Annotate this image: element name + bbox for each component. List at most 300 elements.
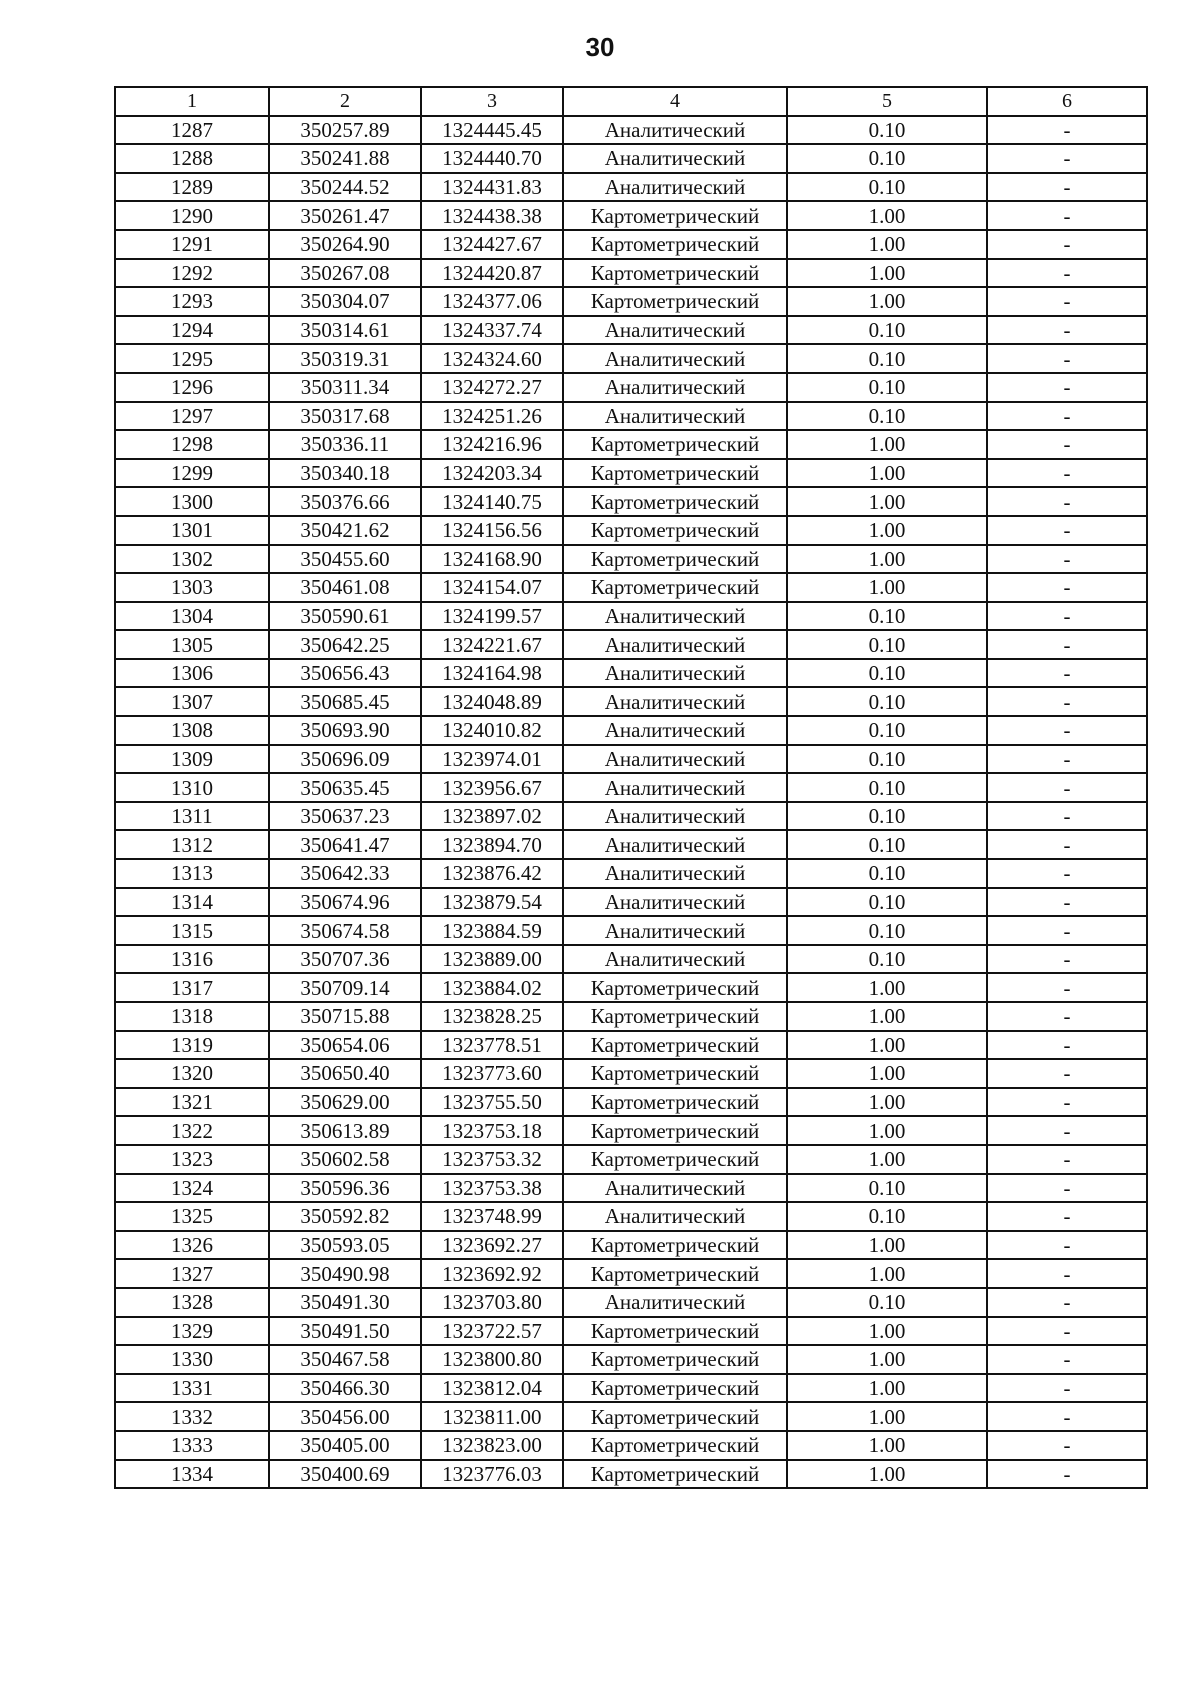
table-row bbox=[115, 459, 1147, 488]
point-number-cell: 1295 bbox=[115, 344, 269, 373]
point-number-cell: 1305 bbox=[115, 630, 269, 659]
table-row bbox=[115, 802, 1147, 831]
y-coordinate-cell: 1323876.42 bbox=[421, 859, 563, 888]
point-number-cell: 1325 bbox=[115, 1202, 269, 1231]
column-header: 2 bbox=[269, 87, 421, 116]
description-cell: - bbox=[987, 1288, 1147, 1317]
x-coordinate-cell: 350257.89 bbox=[269, 116, 421, 145]
method-cell: Картометрический bbox=[563, 1059, 787, 1088]
table-row bbox=[115, 888, 1147, 917]
point-number-cell: 1326 bbox=[115, 1231, 269, 1260]
accuracy-cell: 1.00 bbox=[787, 1317, 987, 1346]
table-row bbox=[115, 1031, 1147, 1060]
method-cell: Аналитический bbox=[563, 830, 787, 859]
y-coordinate-cell: 1323755.50 bbox=[421, 1088, 563, 1117]
accuracy-cell: 0.10 bbox=[787, 802, 987, 831]
x-coordinate-cell: 350707.36 bbox=[269, 945, 421, 974]
y-coordinate-cell: 1324445.45 bbox=[421, 116, 563, 145]
point-number-cell: 1303 bbox=[115, 573, 269, 602]
y-coordinate-cell: 1324324.60 bbox=[421, 344, 563, 373]
x-coordinate-cell: 350317.68 bbox=[269, 402, 421, 431]
table-row bbox=[115, 602, 1147, 631]
point-number-cell: 1301 bbox=[115, 516, 269, 545]
description-cell: - bbox=[987, 1088, 1147, 1117]
method-cell: Аналитический bbox=[563, 802, 787, 831]
table-row bbox=[115, 1174, 1147, 1203]
table-row bbox=[115, 1288, 1147, 1317]
method-cell: Картометрический bbox=[563, 573, 787, 602]
x-coordinate-cell: 350267.08 bbox=[269, 259, 421, 288]
y-coordinate-cell: 1324048.89 bbox=[421, 687, 563, 716]
y-coordinate-cell: 1324199.57 bbox=[421, 602, 563, 631]
accuracy-cell: 0.10 bbox=[787, 859, 987, 888]
point-number-cell: 1333 bbox=[115, 1431, 269, 1460]
x-coordinate-cell: 350674.96 bbox=[269, 888, 421, 917]
table-row bbox=[115, 687, 1147, 716]
accuracy-cell: 0.10 bbox=[787, 373, 987, 402]
x-coordinate-cell: 350656.43 bbox=[269, 659, 421, 688]
description-cell: - bbox=[987, 1174, 1147, 1203]
table-body bbox=[115, 116, 1147, 1489]
method-cell: Картометрический bbox=[563, 1116, 787, 1145]
method-cell: Аналитический bbox=[563, 1174, 787, 1203]
accuracy-cell: 0.10 bbox=[787, 945, 987, 974]
x-coordinate-cell: 350590.61 bbox=[269, 602, 421, 631]
y-coordinate-cell: 1323722.57 bbox=[421, 1317, 563, 1346]
description-cell: - bbox=[987, 1402, 1147, 1431]
description-cell: - bbox=[987, 916, 1147, 945]
point-number-cell: 1297 bbox=[115, 402, 269, 431]
x-coordinate-cell: 350654.06 bbox=[269, 1031, 421, 1060]
description-cell: - bbox=[987, 1116, 1147, 1145]
y-coordinate-cell: 1324154.07 bbox=[421, 573, 563, 602]
accuracy-cell: 1.00 bbox=[787, 516, 987, 545]
description-cell: - bbox=[987, 459, 1147, 488]
point-number-cell: 1329 bbox=[115, 1317, 269, 1346]
table-row bbox=[115, 545, 1147, 574]
accuracy-cell: 0.10 bbox=[787, 344, 987, 373]
table-row bbox=[115, 1374, 1147, 1403]
y-coordinate-cell: 1324010.82 bbox=[421, 716, 563, 745]
method-cell: Аналитический bbox=[563, 916, 787, 945]
y-coordinate-cell: 1323778.51 bbox=[421, 1031, 563, 1060]
description-cell: - bbox=[987, 516, 1147, 545]
description-cell: - bbox=[987, 430, 1147, 459]
method-cell: Аналитический bbox=[563, 945, 787, 974]
x-coordinate-cell: 350490.98 bbox=[269, 1259, 421, 1288]
accuracy-cell: 1.00 bbox=[787, 1088, 987, 1117]
x-coordinate-cell: 350491.30 bbox=[269, 1288, 421, 1317]
accuracy-cell: 0.10 bbox=[787, 687, 987, 716]
accuracy-cell: 0.10 bbox=[787, 916, 987, 945]
table-row bbox=[115, 516, 1147, 545]
point-number-cell: 1293 bbox=[115, 287, 269, 316]
description-cell: - bbox=[987, 487, 1147, 516]
description-cell: - bbox=[987, 945, 1147, 974]
description-cell: - bbox=[987, 316, 1147, 345]
x-coordinate-cell: 350637.23 bbox=[269, 802, 421, 831]
description-cell: - bbox=[987, 1145, 1147, 1174]
point-number-cell: 1332 bbox=[115, 1402, 269, 1431]
point-number-cell: 1287 bbox=[115, 116, 269, 145]
column-header: 1 bbox=[115, 87, 269, 116]
x-coordinate-cell: 350491.50 bbox=[269, 1317, 421, 1346]
x-coordinate-cell: 350455.60 bbox=[269, 545, 421, 574]
description-cell: - bbox=[987, 830, 1147, 859]
accuracy-cell: 1.00 bbox=[787, 1259, 987, 1288]
column-header: 3 bbox=[421, 87, 563, 116]
table-row bbox=[115, 201, 1147, 230]
point-number-cell: 1317 bbox=[115, 973, 269, 1002]
accuracy-cell: 0.10 bbox=[787, 402, 987, 431]
point-number-cell: 1299 bbox=[115, 459, 269, 488]
y-coordinate-cell: 1324164.98 bbox=[421, 659, 563, 688]
point-number-cell: 1288 bbox=[115, 144, 269, 173]
table-row bbox=[115, 773, 1147, 802]
description-cell: - bbox=[987, 745, 1147, 774]
y-coordinate-cell: 1323753.32 bbox=[421, 1145, 563, 1174]
x-coordinate-cell: 350641.47 bbox=[269, 830, 421, 859]
method-cell: Картометрический bbox=[563, 287, 787, 316]
table-row bbox=[115, 1002, 1147, 1031]
x-coordinate-cell: 350456.00 bbox=[269, 1402, 421, 1431]
method-cell: Аналитический bbox=[563, 659, 787, 688]
x-coordinate-cell: 350635.45 bbox=[269, 773, 421, 802]
accuracy-cell: 0.10 bbox=[787, 630, 987, 659]
point-number-cell: 1313 bbox=[115, 859, 269, 888]
method-cell: Картометрический bbox=[563, 1345, 787, 1374]
description-cell: - bbox=[987, 1031, 1147, 1060]
x-coordinate-cell: 350602.58 bbox=[269, 1145, 421, 1174]
y-coordinate-cell: 1323823.00 bbox=[421, 1431, 563, 1460]
accuracy-cell: 0.10 bbox=[787, 659, 987, 688]
method-cell: Картометрический bbox=[563, 1317, 787, 1346]
x-coordinate-cell: 350596.36 bbox=[269, 1174, 421, 1203]
table-row bbox=[115, 259, 1147, 288]
table-row bbox=[115, 173, 1147, 202]
method-cell: Аналитический bbox=[563, 1288, 787, 1317]
table-row bbox=[115, 1259, 1147, 1288]
column-header: 4 bbox=[563, 87, 787, 116]
method-cell: Картометрический bbox=[563, 1145, 787, 1174]
x-coordinate-cell: 350650.40 bbox=[269, 1059, 421, 1088]
method-cell: Картометрический bbox=[563, 1259, 787, 1288]
table-row bbox=[115, 430, 1147, 459]
accuracy-cell: 1.00 bbox=[787, 1460, 987, 1489]
table-row bbox=[115, 1345, 1147, 1374]
point-number-cell: 1318 bbox=[115, 1002, 269, 1031]
table-row bbox=[115, 1145, 1147, 1174]
description-cell: - bbox=[987, 659, 1147, 688]
accuracy-cell: 0.10 bbox=[787, 745, 987, 774]
point-number-cell: 1309 bbox=[115, 745, 269, 774]
description-cell: - bbox=[987, 287, 1147, 316]
point-number-cell: 1319 bbox=[115, 1031, 269, 1060]
table-row bbox=[115, 1202, 1147, 1231]
point-number-cell: 1311 bbox=[115, 802, 269, 831]
point-number-cell: 1323 bbox=[115, 1145, 269, 1174]
x-coordinate-cell: 350693.90 bbox=[269, 716, 421, 745]
description-cell: - bbox=[987, 630, 1147, 659]
accuracy-cell: 0.10 bbox=[787, 888, 987, 917]
point-number-cell: 1294 bbox=[115, 316, 269, 345]
y-coordinate-cell: 1323884.59 bbox=[421, 916, 563, 945]
x-coordinate-cell: 350244.52 bbox=[269, 173, 421, 202]
method-cell: Аналитический bbox=[563, 630, 787, 659]
y-coordinate-cell: 1323884.02 bbox=[421, 973, 563, 1002]
method-cell: Картометрический bbox=[563, 487, 787, 516]
y-coordinate-cell: 1324440.70 bbox=[421, 144, 563, 173]
point-number-cell: 1316 bbox=[115, 945, 269, 974]
coordinates-table bbox=[114, 86, 1148, 1489]
accuracy-cell: 0.10 bbox=[787, 1288, 987, 1317]
description-cell: - bbox=[987, 1002, 1147, 1031]
description-cell: - bbox=[987, 1202, 1147, 1231]
description-cell: - bbox=[987, 402, 1147, 431]
x-coordinate-cell: 350304.07 bbox=[269, 287, 421, 316]
method-cell: Аналитический bbox=[563, 402, 787, 431]
x-coordinate-cell: 350400.69 bbox=[269, 1460, 421, 1489]
description-cell: - bbox=[987, 144, 1147, 173]
y-coordinate-cell: 1323753.38 bbox=[421, 1174, 563, 1203]
y-coordinate-cell: 1323773.60 bbox=[421, 1059, 563, 1088]
y-coordinate-cell: 1324431.83 bbox=[421, 173, 563, 202]
table-row bbox=[115, 1402, 1147, 1431]
method-cell: Картометрический bbox=[563, 1431, 787, 1460]
accuracy-cell: 1.00 bbox=[787, 287, 987, 316]
y-coordinate-cell: 1323748.99 bbox=[421, 1202, 563, 1231]
method-cell: Аналитический bbox=[563, 344, 787, 373]
accuracy-cell: 1.00 bbox=[787, 1431, 987, 1460]
x-coordinate-cell: 350715.88 bbox=[269, 1002, 421, 1031]
description-cell: - bbox=[987, 201, 1147, 230]
method-cell: Картометрический bbox=[563, 1374, 787, 1403]
table-row bbox=[115, 402, 1147, 431]
table-row bbox=[115, 973, 1147, 1002]
table-row bbox=[115, 144, 1147, 173]
x-coordinate-cell: 350642.25 bbox=[269, 630, 421, 659]
column-header: 5 bbox=[787, 87, 987, 116]
accuracy-cell: 1.00 bbox=[787, 573, 987, 602]
description-cell: - bbox=[987, 373, 1147, 402]
point-number-cell: 1298 bbox=[115, 430, 269, 459]
y-coordinate-cell: 1324272.27 bbox=[421, 373, 563, 402]
table-row bbox=[115, 230, 1147, 259]
x-coordinate-cell: 350593.05 bbox=[269, 1231, 421, 1260]
accuracy-cell: 1.00 bbox=[787, 487, 987, 516]
x-coordinate-cell: 350685.45 bbox=[269, 687, 421, 716]
method-cell: Аналитический bbox=[563, 173, 787, 202]
x-coordinate-cell: 350709.14 bbox=[269, 973, 421, 1002]
point-number-cell: 1306 bbox=[115, 659, 269, 688]
y-coordinate-cell: 1323897.02 bbox=[421, 802, 563, 831]
accuracy-cell: 0.10 bbox=[787, 316, 987, 345]
method-cell: Аналитический bbox=[563, 888, 787, 917]
point-number-cell: 1300 bbox=[115, 487, 269, 516]
y-coordinate-cell: 1324251.26 bbox=[421, 402, 563, 431]
y-coordinate-cell: 1323811.00 bbox=[421, 1402, 563, 1431]
y-coordinate-cell: 1324168.90 bbox=[421, 545, 563, 574]
method-cell: Аналитический bbox=[563, 745, 787, 774]
x-coordinate-cell: 350466.30 bbox=[269, 1374, 421, 1403]
accuracy-cell: 0.10 bbox=[787, 116, 987, 145]
accuracy-cell: 1.00 bbox=[787, 1002, 987, 1031]
table-header-row bbox=[115, 87, 1147, 116]
y-coordinate-cell: 1323974.01 bbox=[421, 745, 563, 774]
accuracy-cell: 0.10 bbox=[787, 173, 987, 202]
method-cell: Картометрический bbox=[563, 1088, 787, 1117]
description-cell: - bbox=[987, 1345, 1147, 1374]
table-row bbox=[115, 116, 1147, 145]
accuracy-cell: 1.00 bbox=[787, 1402, 987, 1431]
method-cell: Картометрический bbox=[563, 430, 787, 459]
description-cell: - bbox=[987, 1059, 1147, 1088]
method-cell: Картометрический bbox=[563, 230, 787, 259]
y-coordinate-cell: 1323956.67 bbox=[421, 773, 563, 802]
description-cell: - bbox=[987, 116, 1147, 145]
page-number: 30 bbox=[585, 32, 615, 62]
point-number-cell: 1324 bbox=[115, 1174, 269, 1203]
method-cell: Картометрический bbox=[563, 545, 787, 574]
table-row bbox=[115, 1460, 1147, 1489]
y-coordinate-cell: 1323812.04 bbox=[421, 1374, 563, 1403]
x-coordinate-cell: 350613.89 bbox=[269, 1116, 421, 1145]
accuracy-cell: 1.00 bbox=[787, 545, 987, 574]
method-cell: Картометрический bbox=[563, 1002, 787, 1031]
description-cell: - bbox=[987, 259, 1147, 288]
y-coordinate-cell: 1323703.80 bbox=[421, 1288, 563, 1317]
x-coordinate-cell: 350319.31 bbox=[269, 344, 421, 373]
y-coordinate-cell: 1324377.06 bbox=[421, 287, 563, 316]
method-cell: Аналитический bbox=[563, 602, 787, 631]
x-coordinate-cell: 350642.33 bbox=[269, 859, 421, 888]
x-coordinate-cell: 350467.58 bbox=[269, 1345, 421, 1374]
table-row bbox=[115, 945, 1147, 974]
point-number-cell: 1296 bbox=[115, 373, 269, 402]
table-row bbox=[115, 916, 1147, 945]
method-cell: Картометрический bbox=[563, 259, 787, 288]
x-coordinate-cell: 350340.18 bbox=[269, 459, 421, 488]
x-coordinate-cell: 350461.08 bbox=[269, 573, 421, 602]
accuracy-cell: 0.10 bbox=[787, 1174, 987, 1203]
method-cell: Аналитический bbox=[563, 116, 787, 145]
table-row bbox=[115, 745, 1147, 774]
method-cell: Аналитический bbox=[563, 144, 787, 173]
y-coordinate-cell: 1324216.96 bbox=[421, 430, 563, 459]
x-coordinate-cell: 350241.88 bbox=[269, 144, 421, 173]
point-number-cell: 1312 bbox=[115, 830, 269, 859]
point-number-cell: 1328 bbox=[115, 1288, 269, 1317]
x-coordinate-cell: 350696.09 bbox=[269, 745, 421, 774]
description-cell: - bbox=[987, 1460, 1147, 1489]
description-cell: - bbox=[987, 1231, 1147, 1260]
method-cell: Картометрический bbox=[563, 973, 787, 1002]
accuracy-cell: 1.00 bbox=[787, 1374, 987, 1403]
accuracy-cell: 0.10 bbox=[787, 144, 987, 173]
point-number-cell: 1310 bbox=[115, 773, 269, 802]
table-row bbox=[115, 830, 1147, 859]
table-row bbox=[115, 659, 1147, 688]
description-cell: - bbox=[987, 545, 1147, 574]
accuracy-cell: 1.00 bbox=[787, 1059, 987, 1088]
table-row bbox=[115, 859, 1147, 888]
method-cell: Картометрический bbox=[563, 459, 787, 488]
y-coordinate-cell: 1323753.18 bbox=[421, 1116, 563, 1145]
y-coordinate-cell: 1323800.80 bbox=[421, 1345, 563, 1374]
accuracy-cell: 0.10 bbox=[787, 602, 987, 631]
column-header: 6 bbox=[987, 87, 1147, 116]
point-number-cell: 1314 bbox=[115, 888, 269, 917]
table-row bbox=[115, 487, 1147, 516]
y-coordinate-cell: 1324140.75 bbox=[421, 487, 563, 516]
method-cell: Картометрический bbox=[563, 1402, 787, 1431]
y-coordinate-cell: 1324420.87 bbox=[421, 259, 563, 288]
table-row bbox=[115, 1317, 1147, 1346]
table-row bbox=[115, 1431, 1147, 1460]
description-cell: - bbox=[987, 1259, 1147, 1288]
description-cell: - bbox=[987, 173, 1147, 202]
accuracy-cell: 1.00 bbox=[787, 459, 987, 488]
y-coordinate-cell: 1324427.67 bbox=[421, 230, 563, 259]
point-number-cell: 1320 bbox=[115, 1059, 269, 1088]
method-cell: Картометрический bbox=[563, 1031, 787, 1060]
x-coordinate-cell: 350376.66 bbox=[269, 487, 421, 516]
table-row bbox=[115, 1231, 1147, 1260]
table-row bbox=[115, 373, 1147, 402]
description-cell: - bbox=[987, 687, 1147, 716]
description-cell: - bbox=[987, 773, 1147, 802]
accuracy-cell: 1.00 bbox=[787, 1145, 987, 1174]
table-row bbox=[115, 1059, 1147, 1088]
x-coordinate-cell: 350264.90 bbox=[269, 230, 421, 259]
accuracy-cell: 0.10 bbox=[787, 716, 987, 745]
point-number-cell: 1334 bbox=[115, 1460, 269, 1489]
accuracy-cell: 0.10 bbox=[787, 773, 987, 802]
table-row bbox=[115, 344, 1147, 373]
description-cell: - bbox=[987, 573, 1147, 602]
accuracy-cell: 1.00 bbox=[787, 1231, 987, 1260]
description-cell: - bbox=[987, 602, 1147, 631]
point-number-cell: 1291 bbox=[115, 230, 269, 259]
y-coordinate-cell: 1324337.74 bbox=[421, 316, 563, 345]
method-cell: Аналитический bbox=[563, 687, 787, 716]
point-number-cell: 1330 bbox=[115, 1345, 269, 1374]
method-cell: Картометрический bbox=[563, 1460, 787, 1489]
description-cell: - bbox=[987, 1431, 1147, 1460]
point-number-cell: 1290 bbox=[115, 201, 269, 230]
point-number-cell: 1322 bbox=[115, 1116, 269, 1145]
point-number-cell: 1308 bbox=[115, 716, 269, 745]
table-row bbox=[115, 1116, 1147, 1145]
method-cell: Аналитический bbox=[563, 316, 787, 345]
table-row bbox=[115, 630, 1147, 659]
description-cell: - bbox=[987, 973, 1147, 1002]
point-number-cell: 1321 bbox=[115, 1088, 269, 1117]
point-number-cell: 1289 bbox=[115, 173, 269, 202]
point-number-cell: 1302 bbox=[115, 545, 269, 574]
method-cell: Аналитический bbox=[563, 1202, 787, 1231]
method-cell: Аналитический bbox=[563, 859, 787, 888]
x-coordinate-cell: 350629.00 bbox=[269, 1088, 421, 1117]
description-cell: - bbox=[987, 1317, 1147, 1346]
x-coordinate-cell: 350405.00 bbox=[269, 1431, 421, 1460]
method-cell: Аналитический bbox=[563, 773, 787, 802]
y-coordinate-cell: 1324438.38 bbox=[421, 201, 563, 230]
method-cell: Картометрический bbox=[563, 1231, 787, 1260]
accuracy-cell: 1.00 bbox=[787, 201, 987, 230]
point-number-cell: 1331 bbox=[115, 1374, 269, 1403]
y-coordinate-cell: 1323894.70 bbox=[421, 830, 563, 859]
